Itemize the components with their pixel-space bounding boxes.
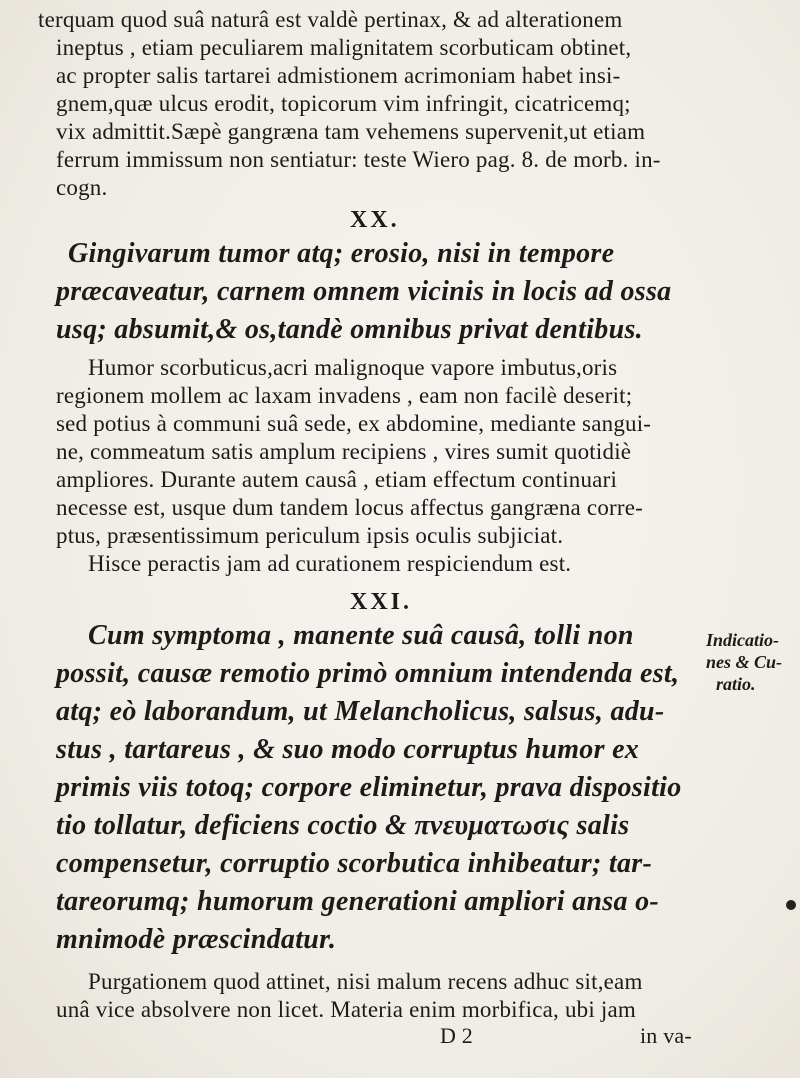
body-line: regionem mollem ac laxam invadens , eam non facilè deserit;	[56, 383, 633, 408]
body-line: ineptus , etiam peculiarem malignitatem scorbuticam obtinet,	[56, 35, 632, 60]
body-line: ptus, præsentissimum periculum ipsis oculis subjiciat.	[56, 523, 564, 548]
body-line: gnem,quæ ulcus erodit, topicorum vim infringit, cicatricemq;	[56, 91, 631, 116]
body-line: vix admittit.Sæpè gangræna tam vehemens supervenit,ut etiam	[56, 119, 646, 144]
signature-mark: D 2	[440, 1023, 473, 1048]
body-line: cogn.	[56, 175, 108, 200]
section-title-line: primis viis totoq; corpore eliminetur, prava dispositio	[56, 772, 682, 803]
section-title-line: præcaveatur, carnem omnem vicinis in locis ad ossa	[56, 276, 672, 307]
section-title-line: mnimodè præscindatur.	[56, 924, 337, 955]
section-number: XXI.	[350, 589, 413, 615]
section-title-line: atq; eò laborandum, ut Melancholicus, salsus, adu-	[56, 696, 665, 727]
section-title-line: Cum symptoma , manente suâ causâ, tolli non	[88, 620, 634, 651]
body-line: ac propter salis tartarei admistionem acrimoniam habet insi-	[56, 63, 621, 88]
body-line: terquam quod suâ naturâ est valdè pertinax, & ad alterationem	[38, 7, 623, 32]
margin-note-line: Indicatio-	[706, 630, 780, 650]
body-line: Hisce peractis jam ad curationem respiciendum est.	[88, 551, 572, 576]
section-title-line: possit, causæ remotio primò omnium intendenda est,	[56, 658, 680, 689]
catchword: in va-	[640, 1023, 692, 1048]
body-line: unâ vice absolvere non licet. Materia enim morbifica, ubi jam	[56, 997, 636, 1022]
body-line: ampliores. Durante autem causâ , etiam effectum continuari	[56, 467, 618, 492]
section-title-line: stus , tartareus , & suo modo corruptus humor ex	[56, 734, 640, 765]
body-line: necesse est, usque dum tandem locus affectus gangræna corre-	[56, 495, 644, 520]
section-number: XX.	[350, 207, 400, 233]
section-title-line: usq; absumit,& os,tandè omnibus privat dentibus.	[56, 314, 643, 345]
body-line: ne, commeatum satis amplum recipiens , vires sumit quotidiè	[56, 439, 632, 464]
section-title-line: tareorumq; humorum generationi ampliori ansa o-	[56, 886, 659, 917]
margin-note-line: ratio.	[716, 674, 756, 694]
body-line: Humor scorbuticus,acri malignoque vapore imbutus,oris	[88, 355, 618, 380]
body-line: ferrum immissum non sentiatur: teste Wiero pag. 8. de morb. in-	[56, 147, 661, 172]
body-line: Purgationem quod attinet, nisi malum recens adhuc sit,eam	[88, 969, 643, 994]
margin-note-line: nes & Cu-	[706, 652, 783, 672]
body-line: sed potius à communi suâ sede, ex abdomine, mediante sangui-	[56, 411, 652, 436]
section-title-line: Gingivarum tumor atq; erosio, nisi in tempore	[68, 238, 615, 269]
section-title-line: tio tollatur, deficiens coctio & πνευματωσις salis	[56, 810, 630, 841]
section-title-line: compensetur, corruptio scorbutica inhibeatur; tar-	[56, 848, 653, 879]
ink-blot	[786, 900, 796, 910]
